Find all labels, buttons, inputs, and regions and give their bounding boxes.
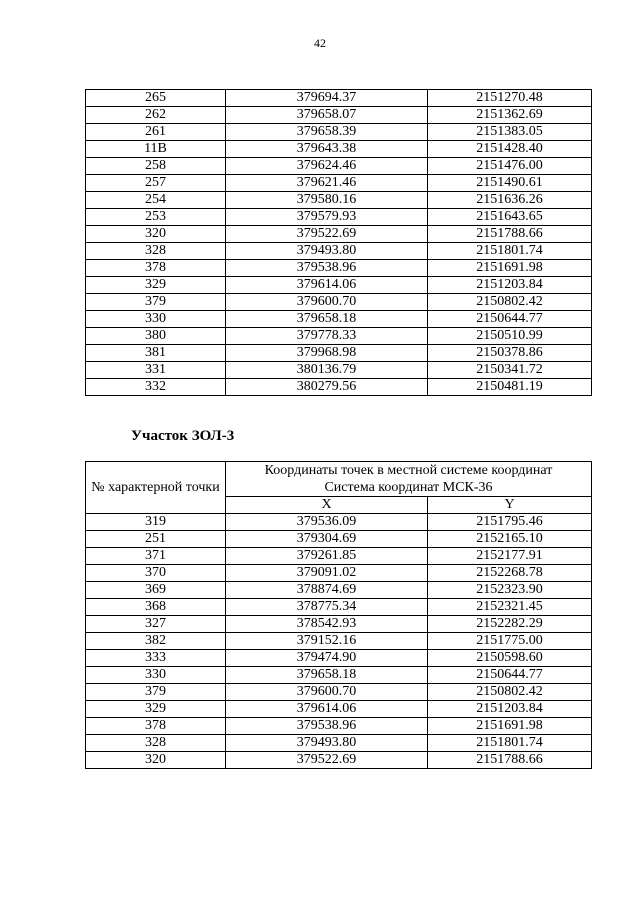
table-row: [86, 379, 592, 396]
table-row: [86, 565, 592, 582]
header-coordinates-line2: Система координат МСК-36: [324, 480, 493, 495]
point-number-cell: 254: [86, 192, 226, 209]
x-coordinate-cell: 379538.96: [226, 718, 428, 735]
table-row: [86, 328, 592, 345]
x-coordinate-cell: 379579.93: [226, 209, 428, 226]
table-row: [86, 599, 592, 616]
y-coordinate-cell: 2150644.77: [428, 311, 592, 328]
header-coordinates-line1: Координаты точек в местной системе координат: [264, 463, 553, 478]
table-row: [86, 362, 592, 379]
point-number-cell: 328: [86, 735, 226, 752]
page-number: 42: [314, 36, 326, 50]
y-coordinate-cell: 2152282.29: [428, 616, 592, 633]
x-coordinate-cell: 380279.56: [226, 379, 428, 396]
table-row: [86, 107, 592, 124]
x-coordinate-cell: 379600.70: [226, 294, 428, 311]
x-coordinate-cell: 379261.85: [226, 548, 428, 565]
point-number-cell: 331: [86, 362, 226, 379]
x-coordinate-cell: 378542.93: [226, 616, 428, 633]
y-coordinate-cell: 2151691.98: [428, 260, 592, 277]
point-number-cell: 330: [86, 311, 226, 328]
point-number-cell: 382: [86, 633, 226, 650]
table-row: [86, 701, 592, 718]
table-row: [86, 175, 592, 192]
y-coordinate-cell: 2152268.78: [428, 565, 592, 582]
x-coordinate-cell: 379580.16: [226, 192, 428, 209]
coordinates-table-body: [86, 90, 592, 396]
point-number-cell: 258: [86, 158, 226, 175]
y-coordinate-cell: 2151490.61: [428, 175, 592, 192]
point-number-cell: 11В: [86, 141, 226, 158]
y-coordinate-cell: 2151643.65: [428, 209, 592, 226]
y-coordinate-cell: 2151203.84: [428, 277, 592, 294]
table-row: [86, 633, 592, 650]
y-coordinate-cell: 2151203.84: [428, 701, 592, 718]
point-number-cell: 262: [86, 107, 226, 124]
point-number-cell: 370: [86, 565, 226, 582]
point-number-cell: 369: [86, 582, 226, 599]
y-coordinate-cell: 2151801.74: [428, 243, 592, 260]
point-number-cell: 265: [86, 90, 226, 107]
x-coordinate-cell: 379493.80: [226, 735, 428, 752]
x-coordinate-cell: 378874.69: [226, 582, 428, 599]
y-coordinate-cell: 2151691.98: [428, 718, 592, 735]
y-coordinate-cell: 2152321.45: [428, 599, 592, 616]
header-point-number: [86, 462, 226, 514]
x-coordinate-cell: 379694.37: [226, 90, 428, 107]
y-coordinate-cell: 2151795.46: [428, 514, 592, 531]
table-row: [86, 531, 592, 548]
y-coordinate-cell: 2151428.40: [428, 141, 592, 158]
point-number-cell: 257: [86, 175, 226, 192]
header-x: X: [226, 497, 428, 514]
table-row: [86, 616, 592, 633]
table-row: [86, 226, 592, 243]
table-row: [86, 294, 592, 311]
x-coordinate-cell: 379778.33: [226, 328, 428, 345]
y-coordinate-cell: 2150644.77: [428, 667, 592, 684]
x-coordinate-cell: 379522.69: [226, 226, 428, 243]
zol3-table-body: [86, 514, 592, 769]
zol3-table-header: [86, 462, 592, 514]
point-number-cell: 329: [86, 701, 226, 718]
table-row: [86, 548, 592, 565]
x-coordinate-cell: 379968.98: [226, 345, 428, 362]
point-number-cell: 381: [86, 345, 226, 362]
table-row: [86, 260, 592, 277]
table-row: [86, 192, 592, 209]
point-number-cell: 251: [86, 531, 226, 548]
x-coordinate-cell: 380136.79: [226, 362, 428, 379]
x-coordinate-cell: 379658.39: [226, 124, 428, 141]
table-row: [86, 684, 592, 701]
y-coordinate-cell: 2151362.69: [428, 107, 592, 124]
y-coordinate-cell: 2152165.10: [428, 531, 592, 548]
table-row: [86, 124, 592, 141]
y-coordinate-cell: 2150341.72: [428, 362, 592, 379]
y-coordinate-cell: 2150510.99: [428, 328, 592, 345]
y-coordinate-cell: 2150598.60: [428, 650, 592, 667]
table-row: [86, 650, 592, 667]
y-coordinate-cell: 2151270.48: [428, 90, 592, 107]
table-row: [86, 209, 592, 226]
x-coordinate-cell: 379658.07: [226, 107, 428, 124]
x-coordinate-cell: 378775.34: [226, 599, 428, 616]
table-row: [86, 718, 592, 735]
x-coordinate-cell: 379304.69: [226, 531, 428, 548]
zol3-coordinates-table: [85, 461, 592, 769]
point-number-cell: 378: [86, 260, 226, 277]
point-number-cell: 371: [86, 548, 226, 565]
y-coordinate-cell: 2151636.26: [428, 192, 592, 209]
y-coordinate-cell: 2150481.19: [428, 379, 592, 396]
y-coordinate-cell: 2150802.42: [428, 294, 592, 311]
table-row: [86, 311, 592, 328]
table-row: [86, 243, 592, 260]
point-number-cell: 327: [86, 616, 226, 633]
y-coordinate-cell: 2152177.91: [428, 548, 592, 565]
point-number-cell: 320: [86, 752, 226, 769]
x-coordinate-cell: 379474.90: [226, 650, 428, 667]
x-coordinate-cell: 379538.96: [226, 260, 428, 277]
x-coordinate-cell: 379624.46: [226, 158, 428, 175]
x-coordinate-cell: 379152.16: [226, 633, 428, 650]
y-coordinate-cell: 2152323.90: [428, 582, 592, 599]
y-coordinate-cell: 2150802.42: [428, 684, 592, 701]
x-coordinate-cell: 379536.09: [226, 514, 428, 531]
x-coordinate-cell: 379522.69: [226, 752, 428, 769]
point-number-cell: 330: [86, 667, 226, 684]
x-coordinate-cell: 379091.02: [226, 565, 428, 582]
x-coordinate-cell: 379658.18: [226, 667, 428, 684]
table-row: [86, 90, 592, 107]
x-coordinate-cell: 379614.06: [226, 701, 428, 718]
x-coordinate-cell: 379614.06: [226, 277, 428, 294]
table-row: [86, 158, 592, 175]
y-coordinate-cell: 2151788.66: [428, 226, 592, 243]
point-number-cell: 261: [86, 124, 226, 141]
header-y: Y: [428, 497, 592, 514]
y-coordinate-cell: 2151801.74: [428, 735, 592, 752]
x-coordinate-cell: 379621.46: [226, 175, 428, 192]
x-coordinate-cell: 379493.80: [226, 243, 428, 260]
point-number-cell: 328: [86, 243, 226, 260]
point-number-cell: 379: [86, 294, 226, 311]
table-row: [86, 277, 592, 294]
y-coordinate-cell: 2150378.86: [428, 345, 592, 362]
header-point-number-text: № характерной точки: [91, 480, 220, 495]
y-coordinate-cell: 2151476.00: [428, 158, 592, 175]
point-number-cell: 332: [86, 379, 226, 396]
x-coordinate-cell: 379658.18: [226, 311, 428, 328]
point-number-cell: 378: [86, 718, 226, 735]
y-coordinate-cell: 2151383.05: [428, 124, 592, 141]
table-row: [86, 735, 592, 752]
table-row: [86, 514, 592, 531]
point-number-cell: 320: [86, 226, 226, 243]
point-number-cell: 333: [86, 650, 226, 667]
section-title: Участок ЗОЛ-3: [131, 428, 235, 444]
point-number-cell: 368: [86, 599, 226, 616]
table-row: [86, 141, 592, 158]
point-number-cell: 329: [86, 277, 226, 294]
point-number-cell: 380: [86, 328, 226, 345]
x-coordinate-cell: 379600.70: [226, 684, 428, 701]
point-number-cell: 253: [86, 209, 226, 226]
table-row: [86, 582, 592, 599]
table-row: [86, 667, 592, 684]
point-number-cell: 379: [86, 684, 226, 701]
table-row: [86, 345, 592, 362]
point-number-cell: 319: [86, 514, 226, 531]
y-coordinate-cell: 2151775.00: [428, 633, 592, 650]
table-row: [86, 752, 592, 769]
y-coordinate-cell: 2151788.66: [428, 752, 592, 769]
coordinates-table-continued: [85, 89, 592, 396]
x-coordinate-cell: 379643.38: [226, 141, 428, 158]
header-coordinates: [226, 462, 592, 497]
